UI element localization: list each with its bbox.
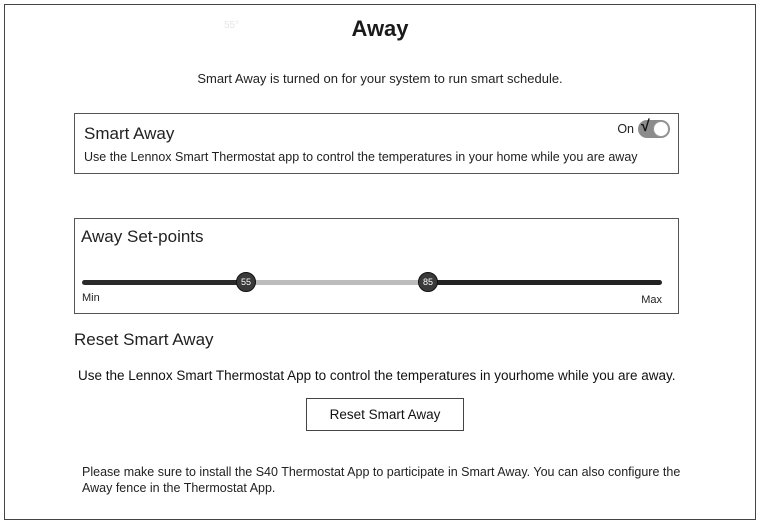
smart-away-toggle-group (617, 120, 670, 138)
install-note: Please make sure to install the S40 Thermostat App to participate in Smart Away. You can also configure the Away fence in the Thermostat App. (82, 465, 681, 495)
smart-away-description: Use the Lennox Smart Thermostat app to control the temperatures in your home while you are away (84, 150, 638, 164)
low-setpoint-thumb[interactable]: 55 (236, 272, 256, 292)
page-title: Away (351, 16, 409, 41)
reset-heading: Reset Smart Away (74, 330, 214, 349)
high-setpoint-thumb[interactable]: 85 (418, 272, 438, 292)
smart-away-title: Smart Away (84, 124, 175, 143)
faint-setpoint-value: 55° (224, 20, 240, 31)
slider-track-range (246, 280, 428, 285)
slider-min-label: Min (82, 292, 100, 304)
toggle-state-label: On (617, 122, 634, 136)
away-setpoints-panel (74, 218, 679, 314)
slider-track-high (428, 280, 662, 285)
slider-track-low (82, 280, 246, 285)
toggle-knob (653, 121, 669, 137)
setpoint-range-slider[interactable] (82, 270, 662, 294)
page-subtitle: Smart Away is turned on for your system to run smart schedule. (197, 71, 563, 86)
reset-smart-away-button[interactable]: Reset Smart Away (306, 398, 464, 431)
check-icon: √ (641, 118, 650, 135)
setpoints-title: Away Set-points (81, 227, 204, 246)
smart-away-panel (74, 113, 679, 174)
slider-max-label: Max (641, 294, 662, 306)
reset-description: Use the Lennox Smart Thermostat App to control the temperatures in yourhome while you are away. (78, 368, 676, 383)
smart-away-toggle[interactable] (638, 120, 670, 138)
